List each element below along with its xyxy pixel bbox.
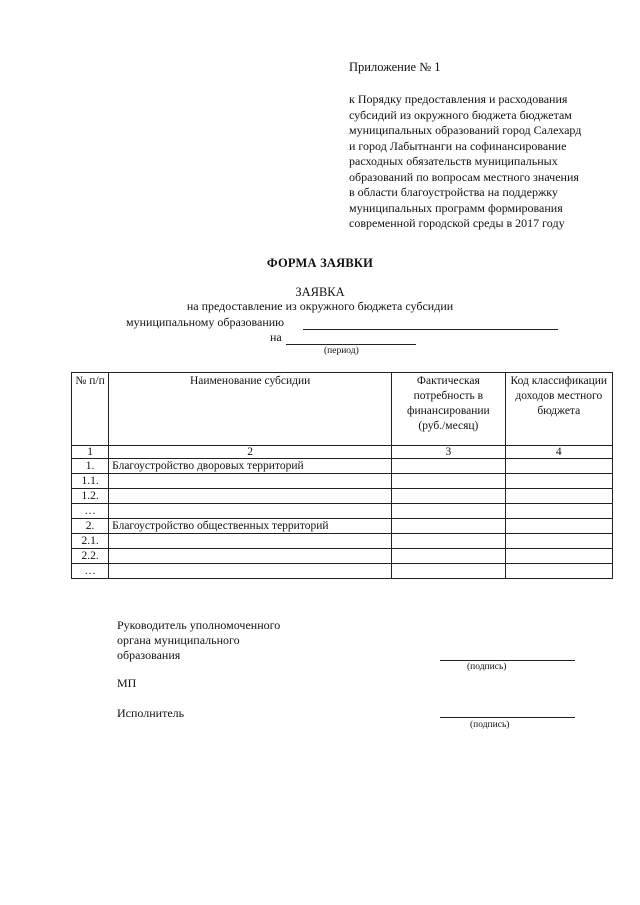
signature-caption: (подпись) [467, 662, 507, 672]
table-row [72, 504, 613, 519]
header-income-code: Код классификации доходов местного бюджета [505, 373, 612, 446]
row-code-cell[interactable] [505, 549, 612, 564]
row-code-cell[interactable] [505, 474, 612, 489]
column-number: 3 [392, 446, 505, 459]
row-number: 2.1. [72, 534, 109, 549]
row-subsidy-name[interactable] [109, 474, 392, 489]
row-subsidy-name[interactable] [109, 564, 392, 579]
appendix-line: образований по вопросам местного значения [349, 169, 579, 184]
row-number: … [72, 504, 109, 519]
appendix-line: расходных обязательств муниципальных [349, 154, 558, 168]
table-row [72, 564, 613, 579]
column-number: 1 [72, 446, 109, 459]
row-need-cell[interactable] [392, 534, 505, 549]
period-caption: (период) [324, 346, 359, 356]
head-official-line: образования [117, 648, 181, 662]
table-row [72, 474, 613, 489]
head-official-line: органа муниципального [117, 633, 240, 647]
header-subsidy-name: Наименование субсидии [109, 373, 392, 446]
municipality-field-line[interactable] [303, 329, 558, 330]
head-official-label [117, 618, 280, 663]
header-number: № п/п [72, 373, 109, 446]
row-need-cell[interactable] [392, 519, 505, 534]
form-title: ФОРМА ЗАЯВКИ [266, 256, 374, 270]
column-number: 4 [505, 446, 612, 459]
row-code-cell[interactable] [505, 489, 612, 504]
appendix-line: муниципальных образований город Салехард [349, 123, 582, 137]
row-number: 2. [72, 519, 109, 534]
row-need-cell[interactable] [392, 474, 505, 489]
header-actual-need: Фактическая потребность в финансировании (руб./месяц) [392, 373, 505, 446]
appendix-line: муниципальных программ формирования [349, 200, 563, 215]
executor-signature-line[interactable] [440, 717, 575, 718]
executor-label: Исполнитель [117, 706, 185, 720]
stamp-label: МП [117, 676, 137, 690]
row-number: 1.1. [72, 474, 109, 489]
row-code-cell[interactable] [505, 519, 612, 534]
row-number: 1.2. [72, 489, 109, 504]
appendix-line: субсидий из окружного бюджета бюджетам [349, 107, 572, 122]
table-row [72, 489, 613, 504]
period-field-line[interactable] [286, 344, 416, 345]
subsidy-table [71, 372, 613, 579]
appendix-line: современной городской среды в 2017 году [349, 216, 565, 230]
row-subsidy-name: Благоустройство дворовых территорий [109, 459, 392, 474]
signature-caption: (подпись) [470, 720, 510, 730]
head-official-line: Руководитель уполномоченного [117, 618, 281, 632]
row-subsidy-name[interactable] [109, 534, 392, 549]
row-need-cell[interactable] [392, 549, 505, 564]
table-row [72, 519, 613, 534]
table-header-row [72, 373, 613, 446]
appendix-line: в области благоустройства на поддержку [349, 185, 558, 199]
row-code-cell[interactable] [505, 504, 612, 519]
row-number: 1. [72, 459, 109, 474]
municipality-label: муниципальному образованию [126, 315, 285, 329]
period-on-label: на [270, 330, 282, 344]
row-number: … [72, 564, 109, 579]
row-need-cell[interactable] [392, 489, 505, 504]
row-number: 2.2. [72, 549, 109, 564]
column-number: 2 [109, 446, 392, 459]
column-numbers-row [72, 446, 613, 459]
table-row [72, 459, 613, 474]
row-subsidy-name[interactable] [109, 549, 392, 564]
row-code-cell[interactable] [505, 564, 612, 579]
application-subheading: на предоставление из окружного бюджета субсидии [186, 299, 454, 313]
row-code-cell[interactable] [505, 534, 612, 549]
row-subsidy-name[interactable] [109, 489, 392, 504]
row-subsidy-name: Благоустройство общественных территорий [109, 519, 392, 534]
table-row [72, 549, 613, 564]
row-need-cell[interactable] [392, 504, 505, 519]
row-need-cell[interactable] [392, 459, 505, 474]
appendix-line: к Порядку предоставления и расходования [349, 92, 568, 106]
row-need-cell[interactable] [392, 564, 505, 579]
appendix-line: и город Лабытнанги на софинансирование [349, 138, 567, 153]
head-signature-line[interactable] [440, 660, 575, 661]
table-row [72, 534, 613, 549]
application-heading: ЗАЯВКА [295, 285, 345, 299]
appendix-description [349, 92, 629, 232]
row-code-cell[interactable] [505, 459, 612, 474]
row-subsidy-name[interactable] [109, 504, 392, 519]
appendix-title: Приложение № 1 [349, 60, 441, 74]
